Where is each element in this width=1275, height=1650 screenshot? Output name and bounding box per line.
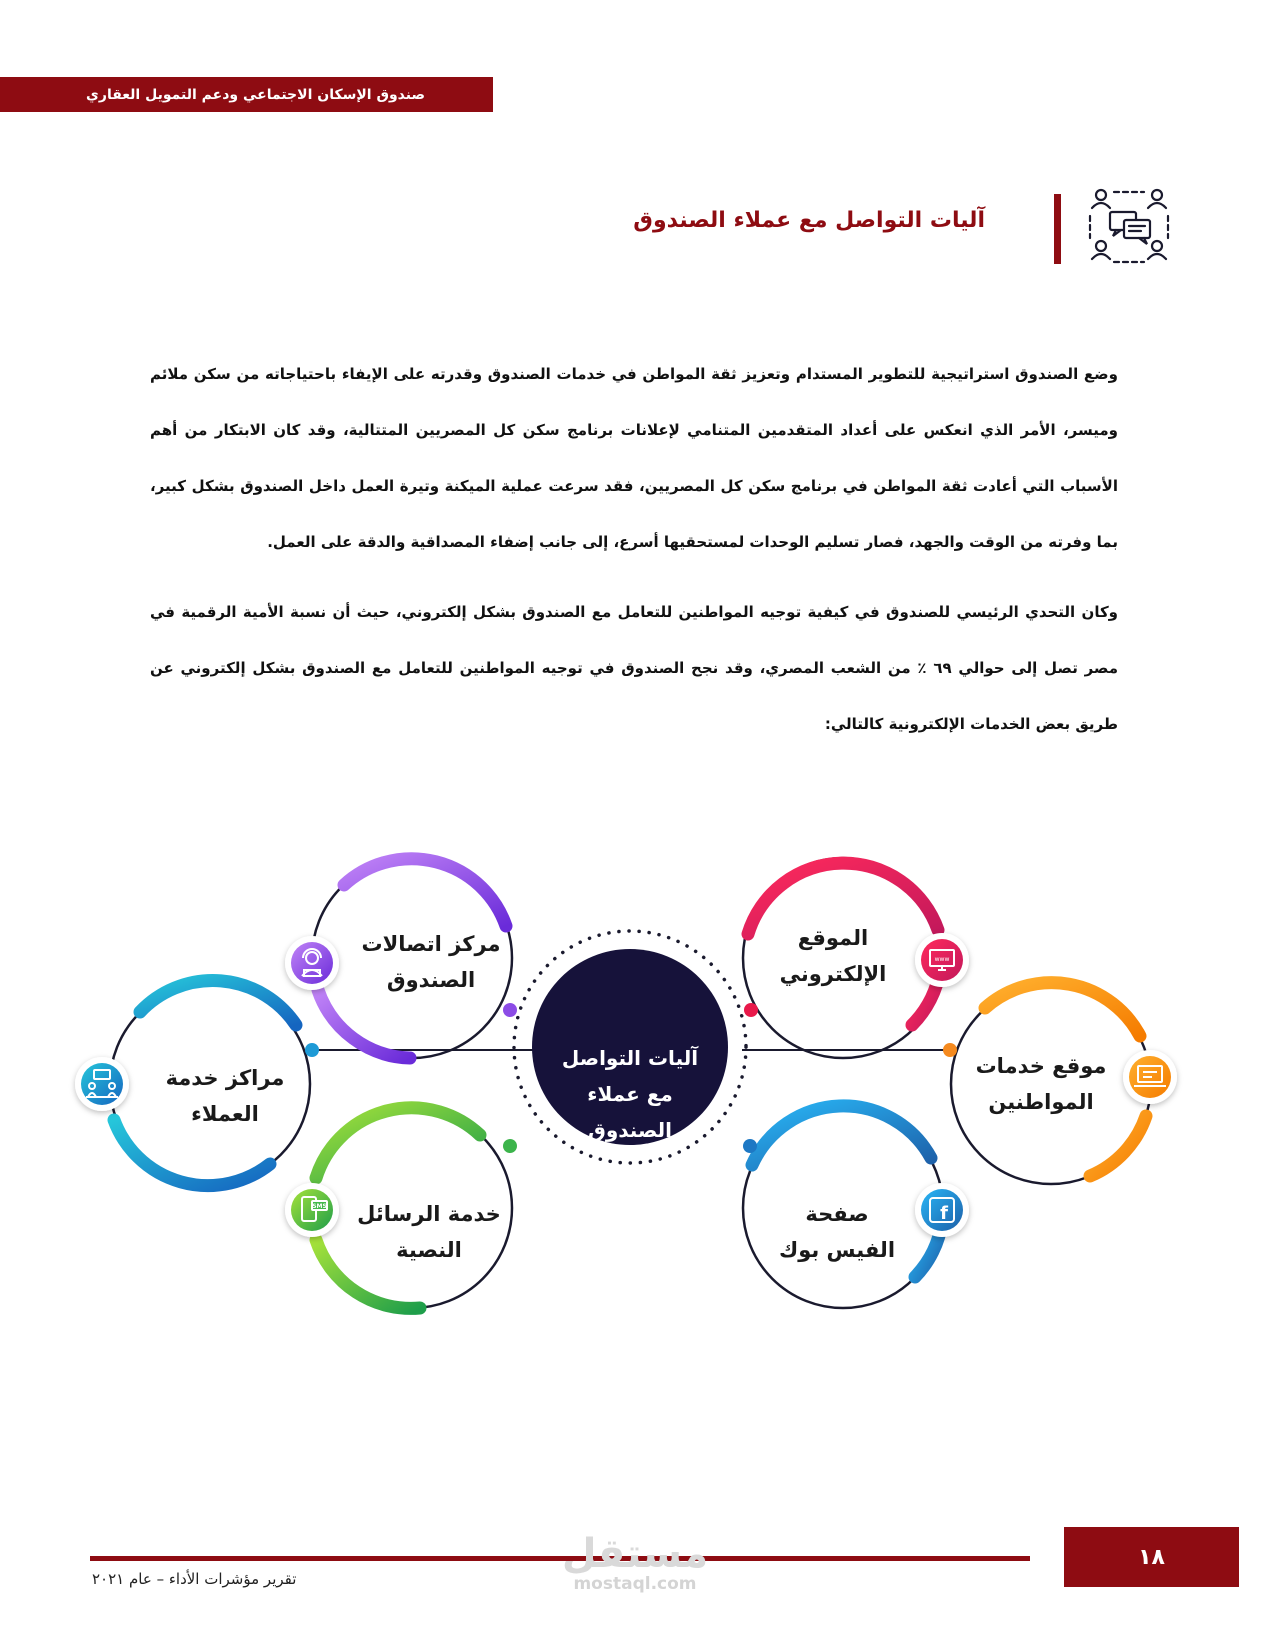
watermark-url: mostaql.com [573,1574,697,1594]
watermark-logo: مستقل [561,1531,709,1577]
communication-people-chat-icon [1086,186,1172,270]
node-label-line: صفحة [805,1202,869,1226]
svg-text:www: www [934,956,950,963]
node-label-line: النصية [396,1238,462,1262]
node-label-line: مركز اتصالات [361,932,501,956]
node-label-line: العملاء [191,1102,259,1126]
node-label-citizens [946,1048,1136,1120]
node-label-call-center [336,926,526,998]
node-label-line: مراكز خدمة [165,1066,285,1090]
center-label-line: الصندوق [587,1118,673,1142]
center-label-line: آليات التواصل [561,1046,699,1070]
page-number [1064,1527,1239,1587]
node-label-facebook [742,1196,932,1268]
node-label-line: المواطنين [988,1090,1094,1114]
node-label-sms [334,1196,524,1268]
page-number-text: ١٨ [1138,1544,1165,1570]
node-label-line: خدمة الرسائل [357,1202,501,1226]
header-band-text: صندوق الإسكان الاجتماعي ودعم التمويل العقاري [86,86,425,103]
section-title: آليات التواصل مع عملاء الصندوق [633,208,985,233]
node-label-line: موقع خدمات [975,1054,1107,1078]
center-label-line: مع عملاء [587,1082,673,1106]
node-label-customer-centers [130,1060,320,1132]
paragraph: وكان التحدي الرئيسي للصندوق في كيفية توجيه المواطنين للتعامل مع الصندوق بشكل إلكتروني، حيث أن نسبة الأمية الرقمية في مصر تصل إلى حوالي ٦٩ ٪ من الشعب المصري، وقد نجح الصندوق في توجيه المواطنين للتعامل مع الصندوق بشكل إلكتروني عن طريق بعض الخدمات الإلكترونية كالتالي: [150,603,1118,733]
footer-report-title: تقرير مؤشرات الأداء – عام ٢٠٢١ [92,1570,297,1588]
node-label-line: الصندوق [386,968,476,992]
center-label [535,1040,725,1148]
paragraph: وضع الصندوق استراتيجية للتطوير المستدام وتعزيز ثقة المواطن في خدمات الصندوق وقدرته على الإيفاء باحتياجاته من سكن ملائم وميسر، الأمر الذي انعكس على أعداد المتقدمين المتنامي لإعلانات برنامج سكن كل المصريين المتتالية، وقد كان الابتكار من أهم الأسباب التي أعادت ثقة المواطن في برنامج سكن كل المصريين، فقد سرعت عملية الميكنة وتيرة العمل داخل الصندوق بشكل كبير، بما وفرته من الوقت والجهد، فصار تسليم الوحدات لمستحقيها أسرع، إلى جانب إضفاء المصداقية والدقة على العمل. [150,365,1118,551]
svg-text:f: f [940,1203,948,1224]
title-divider [1054,194,1061,264]
svg-text:SMS: SMS [312,1203,327,1210]
node-label-line: الإلكتروني [779,962,887,986]
node-label-line: الفيس بوك [778,1238,896,1262]
header-band [0,77,493,112]
node-label-line: الموقع [797,926,869,950]
node-label-website [738,920,928,992]
